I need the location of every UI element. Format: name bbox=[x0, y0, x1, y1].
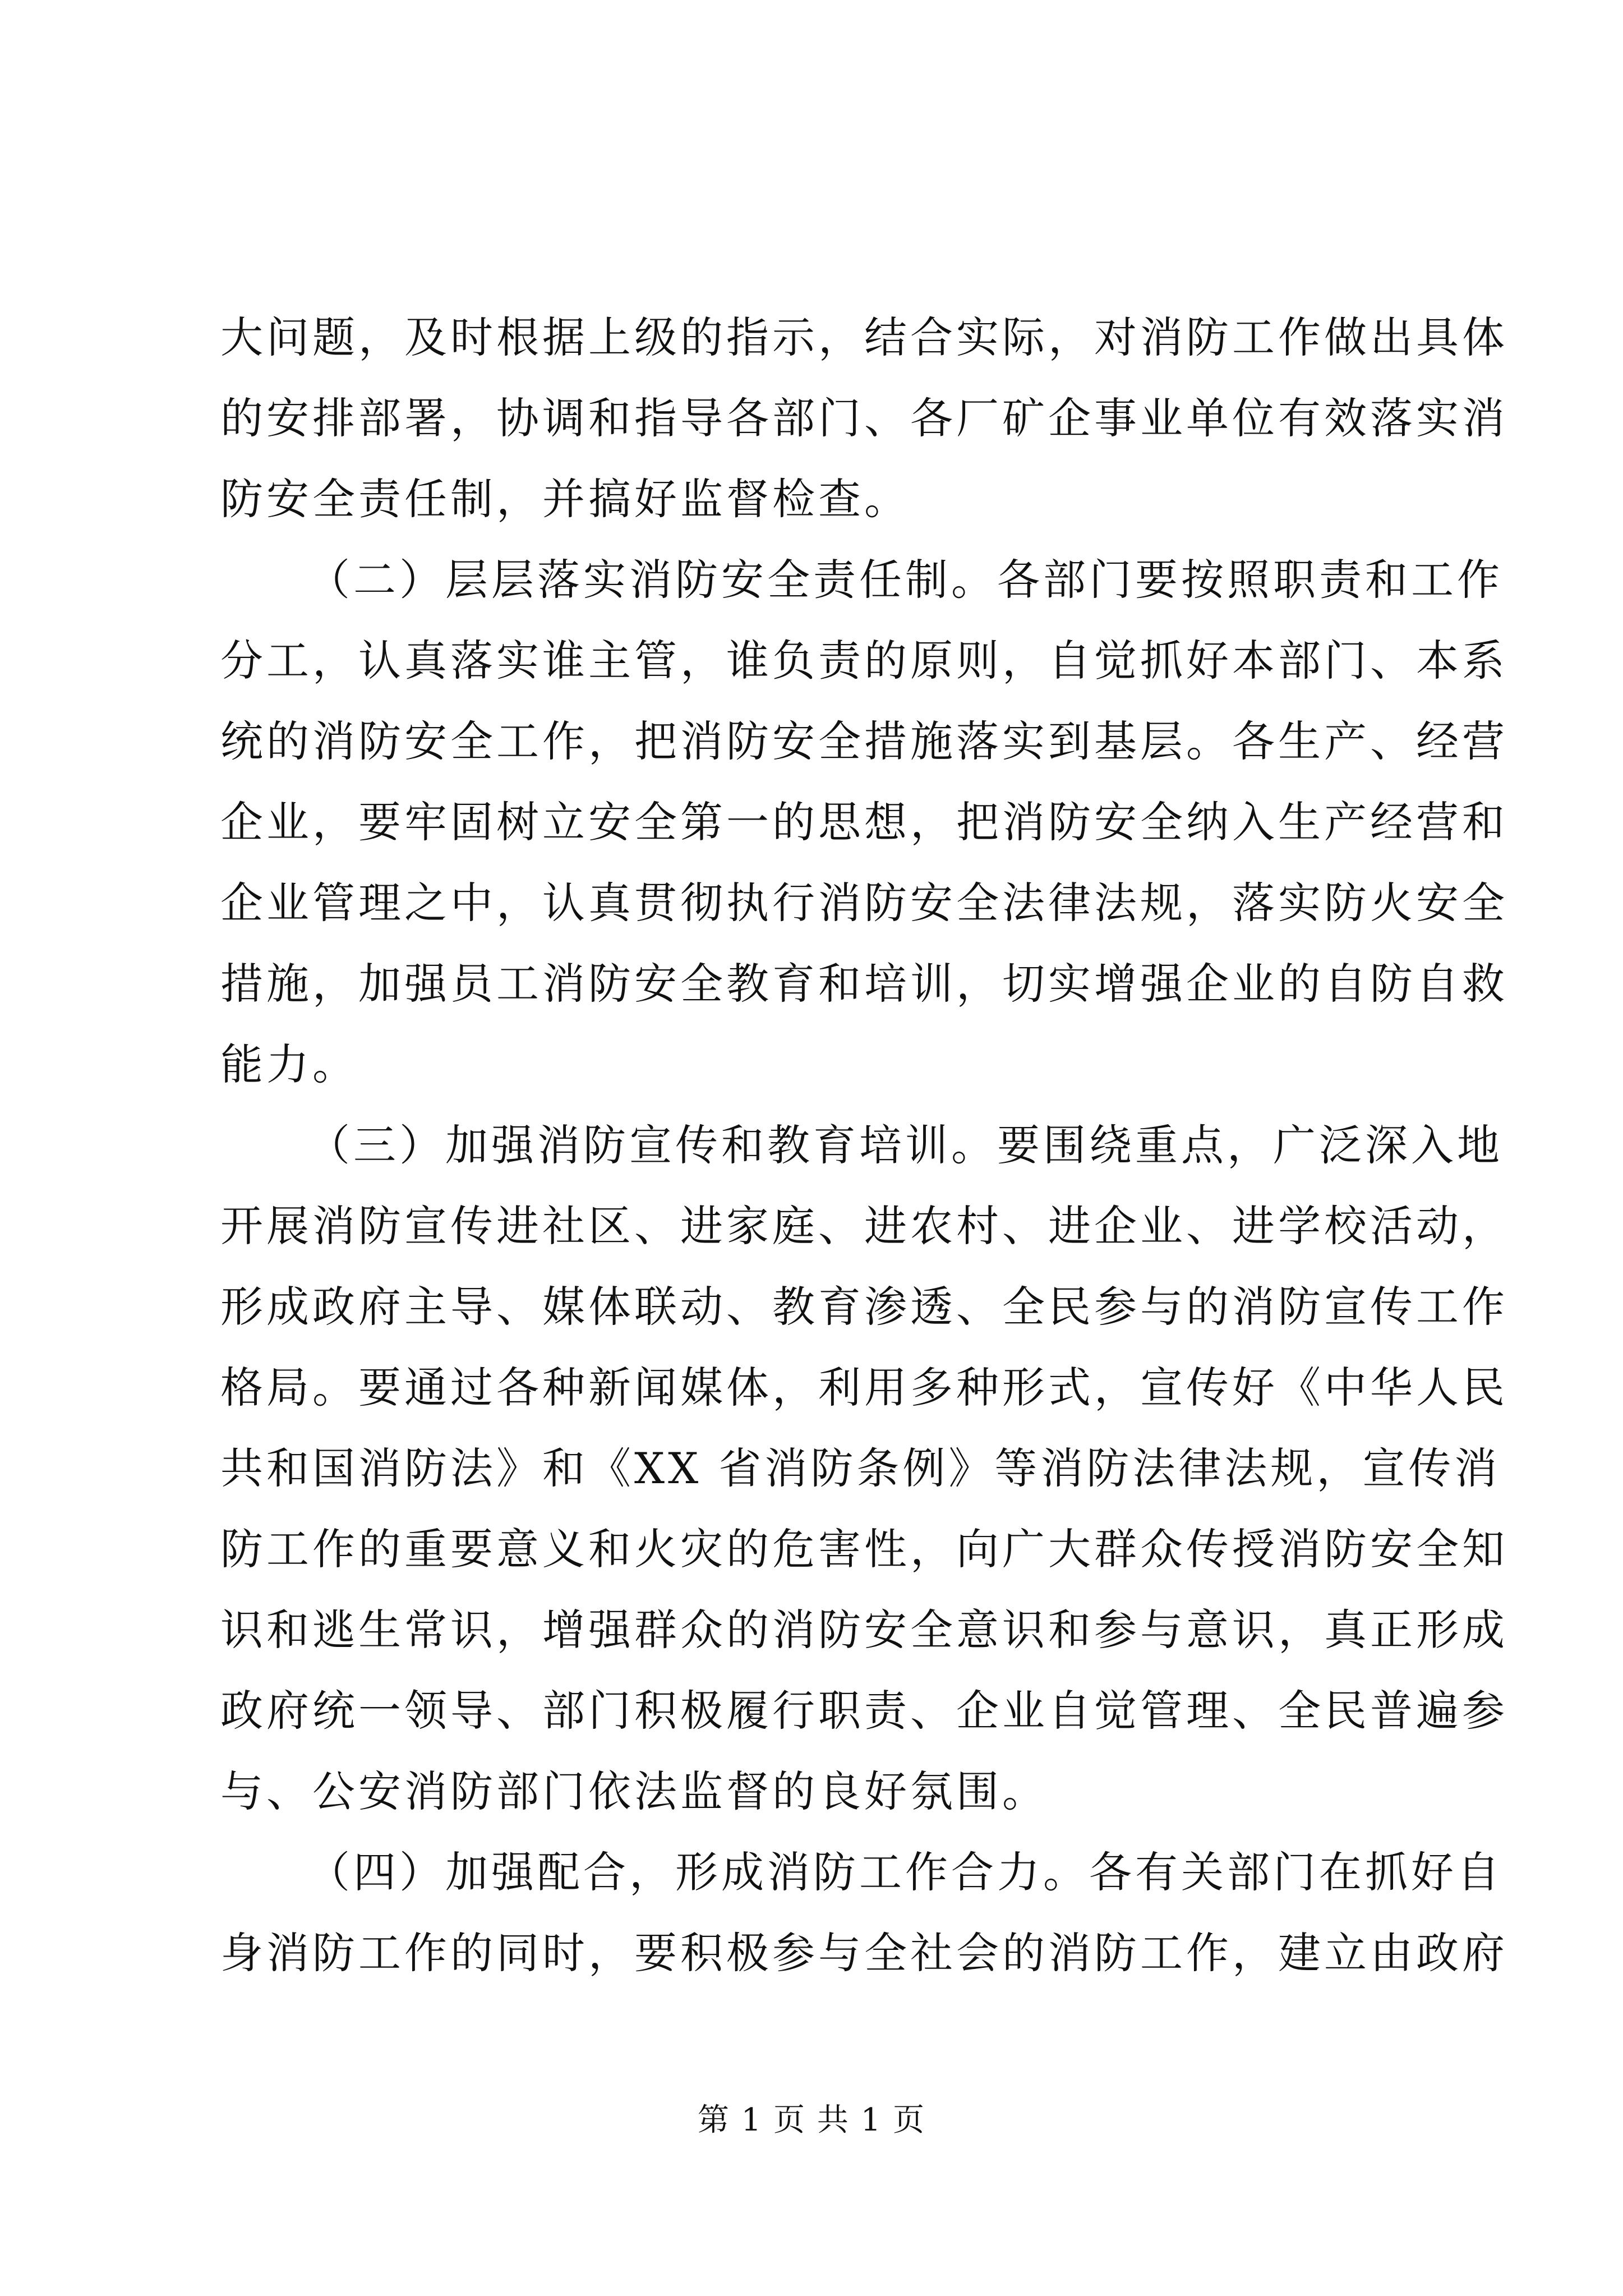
text-line: 形成政府主导、媒体联动、教育渗透、全民参与的消防宣传工作 bbox=[220, 1282, 1508, 1332]
text-line: 企业，要牢固树立安全第一的思想，把消防安全纳入生产经营和 bbox=[220, 797, 1508, 847]
text-line: 身消防工作的同时，要积极参与全社会的消防工作，建立由政府 bbox=[220, 1928, 1508, 1978]
text-line: （四）加强配合，形成消防工作合力。各有关部门在抓好自 bbox=[307, 1847, 1503, 1897]
text-line: 防工作的重要意义和火灾的危害性，向广大群众传授消防安全知 bbox=[220, 1524, 1508, 1574]
text-line: （二）层层落实消防安全责任制。各部门要按照职责和工作 bbox=[307, 555, 1503, 605]
text-line: 政府统一领导、部门积极履行职责、企业自觉管理、全民普遍参 bbox=[220, 1686, 1508, 1736]
document-body bbox=[220, 297, 1508, 1994]
paragraph-section-2 bbox=[220, 540, 1508, 1105]
text-line: 的安排部署，协调和指导各部门、各厂矿企事业单位有效落实消 bbox=[220, 393, 1508, 443]
text-line: 大问题，及时根据上级的指示，结合实际，对消防工作做出具体 bbox=[220, 312, 1508, 362]
text-line: 共和国消防法》和《XX 省消防条例》等消防法律法规，宣传消 bbox=[220, 1443, 1501, 1493]
text-line: 分工，认真落实谁主管，谁负责的原则，自觉抓好本部门、本系 bbox=[220, 636, 1508, 685]
text-line: （三）加强消防宣传和教育培训。要围绕重点，广泛深入地 bbox=[307, 1120, 1503, 1170]
text-line: 企业管理之中，认真贯彻执行消防安全法律法规，落实防火安全 bbox=[220, 878, 1508, 928]
text-line: 与、公安消防部门依法监督的良好氛围。 bbox=[220, 1766, 1048, 1816]
paragraph-section-3 bbox=[220, 1105, 1508, 1832]
text-line: 识和逃生常识，增强群众的消防安全意识和参与意识，真正形成 bbox=[220, 1605, 1508, 1655]
text-line: 防安全责任制，并搞好监督检查。 bbox=[220, 474, 910, 524]
text-line: 统的消防安全工作，把消防安全措施落实到基层。各生产、经营 bbox=[220, 716, 1508, 766]
paragraph-continuation bbox=[220, 297, 1508, 540]
text-line: 措施，加强员工消防安全教育和培训，切实增强企业的自防自救 bbox=[220, 959, 1508, 1009]
page-footer: 第 1 页 共 1 页 bbox=[697, 2102, 926, 2138]
text-line: 能力。 bbox=[220, 1039, 358, 1089]
text-line: 格局。要通过各种新闻媒体，利用多种形式，宣传好《中华人民 bbox=[220, 1363, 1508, 1412]
text-line: 开展消防宣传进社区、进家庭、进农村、进企业、进学校活动， bbox=[220, 1201, 1508, 1251]
paragraph-section-4 bbox=[220, 1832, 1508, 1994]
